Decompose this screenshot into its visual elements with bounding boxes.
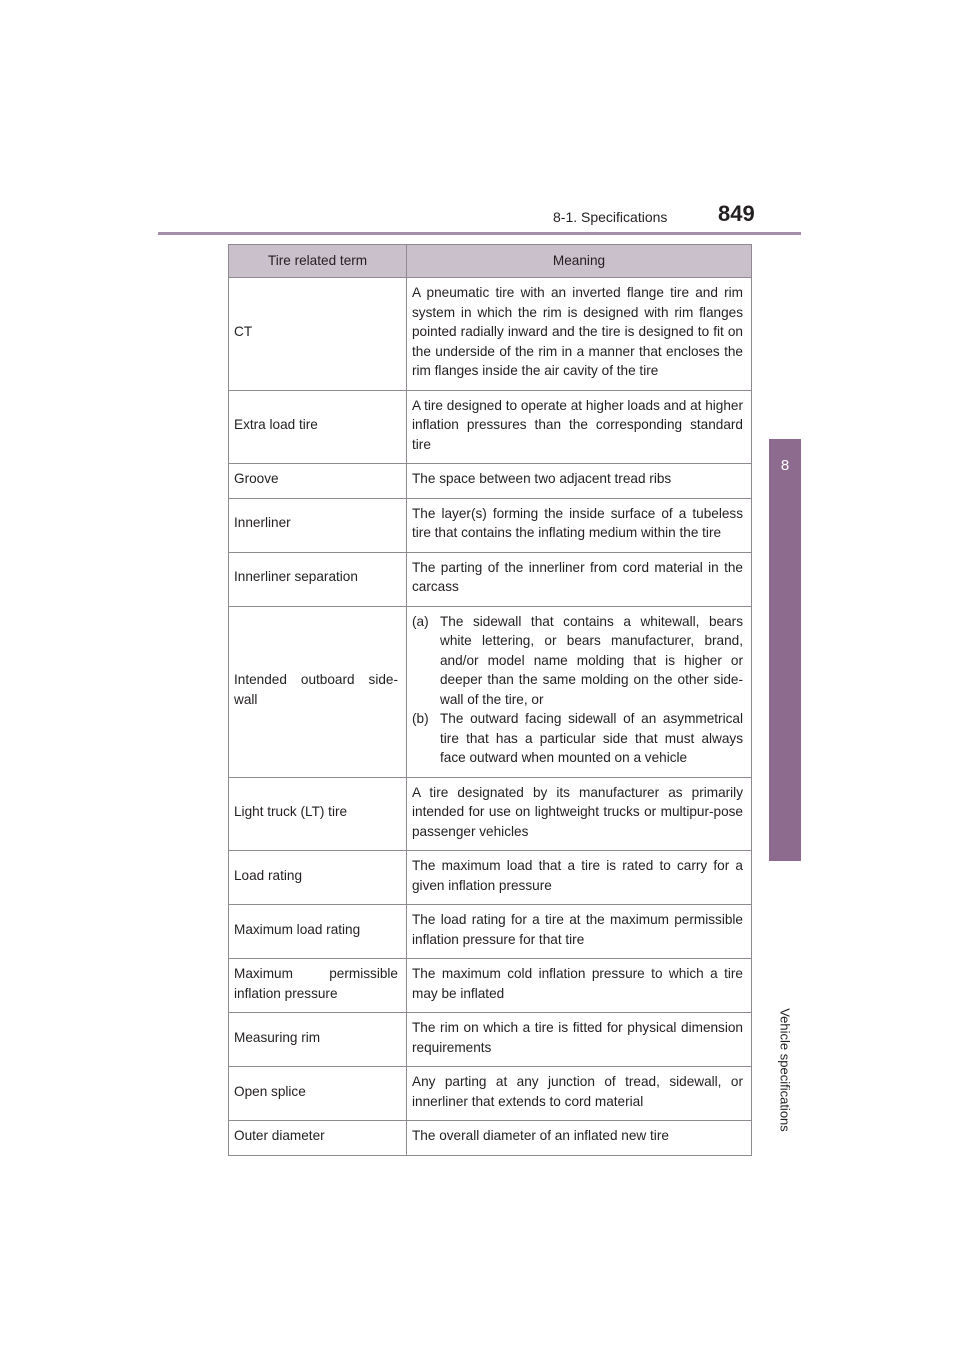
- table-header-row: [229, 245, 752, 278]
- column-header-meaning: Meaning: [407, 245, 752, 278]
- table-row: [229, 464, 752, 499]
- meaning-cell: The parting of the innerliner from cord material in the carcass: [407, 552, 752, 606]
- meaning-cell: A pneumatic tire with an inverted flange tire and rim system in which the rim is designed with rim flanges pointed radially inward and the tire is designed to fit on the underside of the rim in a manner that encloses the rim flanges inside the air cavity of the tire: [407, 278, 752, 391]
- meaning-cell: The overall diameter of an inflated new tire: [407, 1121, 752, 1156]
- meaning-cell: The space between two adjacent tread ribs: [407, 464, 752, 499]
- list-marker: (a): [412, 613, 429, 629]
- meaning-cell: The layer(s) forming the inside surface of a tubeless tire that contains the inflating medium within the tire: [407, 498, 752, 552]
- meaning-cell-list: [407, 606, 752, 777]
- term-cell: Light truck (LT) tire: [229, 777, 407, 851]
- term-cell: CT: [229, 278, 407, 391]
- meaning-cell: The maximum cold inflation pressure to which a tire may be inflated: [407, 959, 752, 1013]
- column-header-term: Tire related term: [229, 245, 407, 278]
- section-title: 8-1. Specifications: [553, 209, 668, 225]
- list-text: The sidewall that contains a whitewall, bears white lettering, or bears manufacturer, brand, and/or model name molding that is higher or deeper than the same molding on the other side-wall of the tire, or: [440, 613, 743, 707]
- table-row: [229, 278, 752, 391]
- chapter-number: 8: [780, 457, 790, 474]
- term-cell: Groove: [229, 464, 407, 499]
- term-cell: Intended outboard side-wall: [229, 606, 407, 777]
- meaning-cell: The maximum load that a tire is rated to carry for a given inflation pressure: [407, 851, 752, 905]
- table-row: [229, 1013, 752, 1067]
- table-row: [229, 552, 752, 606]
- table-row: [229, 390, 752, 464]
- table-row: [229, 905, 752, 959]
- table-row: [229, 498, 752, 552]
- term-cell: Measuring rim: [229, 1013, 407, 1067]
- term-cell: Load rating: [229, 851, 407, 905]
- meaning-cell: A tire designed to operate at higher loads and at higher inflation pressures than the corresponding standard tire: [407, 390, 752, 464]
- chapter-title: Vehicle specifications: [777, 1008, 793, 1132]
- term-cell: Open splice: [229, 1067, 407, 1121]
- table-row: [229, 959, 752, 1013]
- meaning-cell: A tire designated by its manufacturer as primarily intended for use on lightweight trucks or multipur-pose passenger vehicles: [407, 777, 752, 851]
- meaning-cell: Any parting at any junction of tread, sidewall, or innerliner that extends to cord material: [407, 1067, 752, 1121]
- chapter-tab: [769, 439, 801, 861]
- term-cell: Innerliner: [229, 498, 407, 552]
- term-cell: Maximum permissible inflation pressure: [229, 959, 407, 1013]
- list-text: The outward facing sidewall of an asymmetrical tire that has a particular side that must always face outward when mounted on a vehicle: [440, 711, 743, 765]
- page-number: 849: [718, 201, 755, 226]
- table-row: [229, 851, 752, 905]
- list-marker: (b): [412, 711, 429, 726]
- tire-terms-table: [228, 244, 752, 1156]
- header-divider: [158, 232, 801, 235]
- term-cell: Maximum load rating: [229, 905, 407, 959]
- term-cell: Outer diameter: [229, 1121, 407, 1156]
- meaning-cell: The rim on which a tire is fitted for physical dimension requirements: [407, 1013, 752, 1067]
- term-cell: Extra load tire: [229, 390, 407, 464]
- list-item: [412, 612, 743, 710]
- table-row: [229, 777, 752, 851]
- table-row: [229, 1121, 752, 1156]
- table-row: [229, 606, 752, 777]
- meaning-cell: The load rating for a tire at the maximum permissible inflation pressure for that tire: [407, 905, 752, 959]
- term-cell: Innerliner separation: [229, 552, 407, 606]
- table-row: [229, 1067, 752, 1121]
- list-item: [412, 709, 743, 768]
